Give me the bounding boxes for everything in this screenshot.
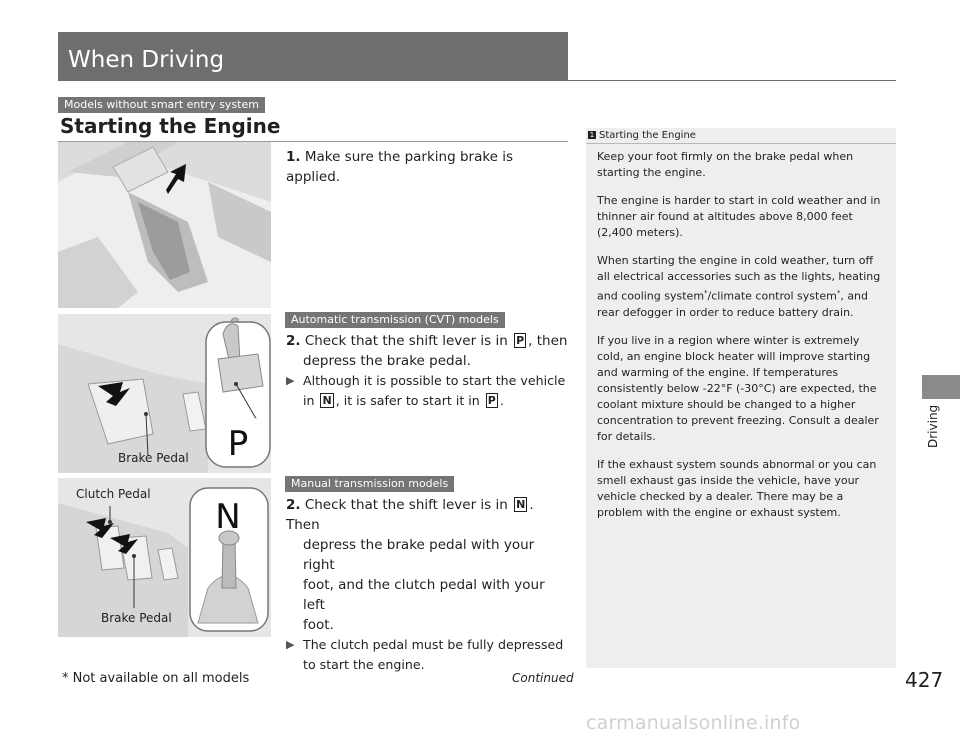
note-paragraph-3 [597,253,889,321]
step-2-cvt-text-a: Check that the shift lever is in [304,333,513,349]
brake-pedal-label-2: Brake Pedal [101,611,172,625]
step-2-manual-sub-b: to start the engine. [303,657,425,672]
step-2-manual-sub-note [286,635,568,675]
note-paragraph-1: Keep your foot firmly on the brake pedal when starting the engine. [597,150,854,179]
page-number: 427 [905,668,944,692]
step-2-manual-line-2: depress the brake pedal with your right [303,537,535,573]
shift-key-p: P [516,334,525,347]
step-1 [286,147,568,187]
sub-arrow-icon: ▶ [286,638,295,651]
note-divider [586,143,896,144]
step-1-number: 1. [286,149,301,165]
step-2-cvt [286,331,568,411]
note-p3-a: When starting the engine in cold weather, turn off all electrical accessories such as the lights, heating and cooling system [597,254,881,303]
step-2-cvt-sub-a: Although it is possible to start the vehicle [303,373,566,388]
note-heading [588,130,696,141]
clutch-pedal-label: Clutch Pedal [76,487,151,501]
note-p3-star-2: * [836,289,841,297]
note-marker-icon: 1 [589,131,595,139]
watermark: carmanualsonline.info [586,712,801,734]
step-2-cvt-sub-b2: , it is safer to start it in [335,393,484,408]
parking-brake-illustration [58,142,271,308]
note-p3-c: , and rear defogger in order to reduce battery drain. [597,289,869,319]
step-2-manual-line-3: foot, and the clutch pedal with your left [303,577,545,613]
page-heading: Starting the Engine [60,114,281,138]
shift-key-n: N [322,394,332,407]
note-title: Starting the Engine [599,130,696,141]
step-2-manual-line-4: foot. [303,617,334,633]
step-2-cvt-text-b: , then [528,333,568,349]
park-letter: P [227,424,249,464]
step-2-cvt-number: 2. [286,333,301,349]
brake-pedal-label: Brake Pedal [118,451,189,465]
note-p3-b: /climate control system [707,289,837,303]
note-paragraph-5: If the exhaust system sounds abnormal or you can smell exhaust gas inside the vehicle, have your vehicle checked by a dealer. There may be a problem with the engine or exhaust system. [597,457,877,519]
step-2-manual [286,495,568,675]
note-paragraph-4: If you live in a region where winter is extremely cold, an engine block heater will improve starting and warming of the engine. If temperatures consistently below -22°F (-30°C) are expected, the coolant mixture should be changed to a higher concentration to prevent freezing. Consult a dealer for details. [597,333,879,443]
step-2-manual-text-a: Check that the shift lever is in [304,497,513,513]
step-2-manual-sub-a: The clutch pedal must be fully depressed [303,637,564,652]
step-1-text: Make sure the parking brake is applied. [286,149,514,185]
manual-pedal-illustration [58,478,271,637]
step-2-manual-number: 2. [286,497,301,513]
shift-key-n-manual: N [516,498,526,511]
step-2-cvt-sub-b1: in [303,393,319,408]
neutral-letter: N [215,497,241,537]
step-2-cvt-sub-note [286,371,568,411]
step-2-cvt-line-2: depress the brake pedal. [303,353,471,369]
note-p3-star-1: * [704,289,708,297]
chapter-tab-marker [922,375,960,399]
section-title: When Driving [68,47,225,73]
continued-label: Continued [512,671,574,685]
shift-key-p-2: P [487,394,496,407]
tag-cvt-models: Automatic transmission (CVT) models [285,312,505,328]
step-2-cvt-sub-b3: . [499,393,504,408]
note-body [597,149,889,533]
sub-arrow-icon: ▶ [286,374,295,387]
chapter-tab-label: Driving [926,405,940,449]
step-2-manual-text-b: . Then [286,497,534,533]
tag-smart-entry: Models without smart entry system [58,97,265,113]
footnote: * Not available on all models [62,671,250,686]
cvt-brake-illustration [58,314,271,473]
section-divider [58,80,896,81]
note-paragraph-2: The engine is harder to start in cold weather and in thinner air found at altitudes above 8,000 feet (2,400 meters). [597,194,881,239]
tag-manual-models: Manual transmission models [285,476,454,492]
